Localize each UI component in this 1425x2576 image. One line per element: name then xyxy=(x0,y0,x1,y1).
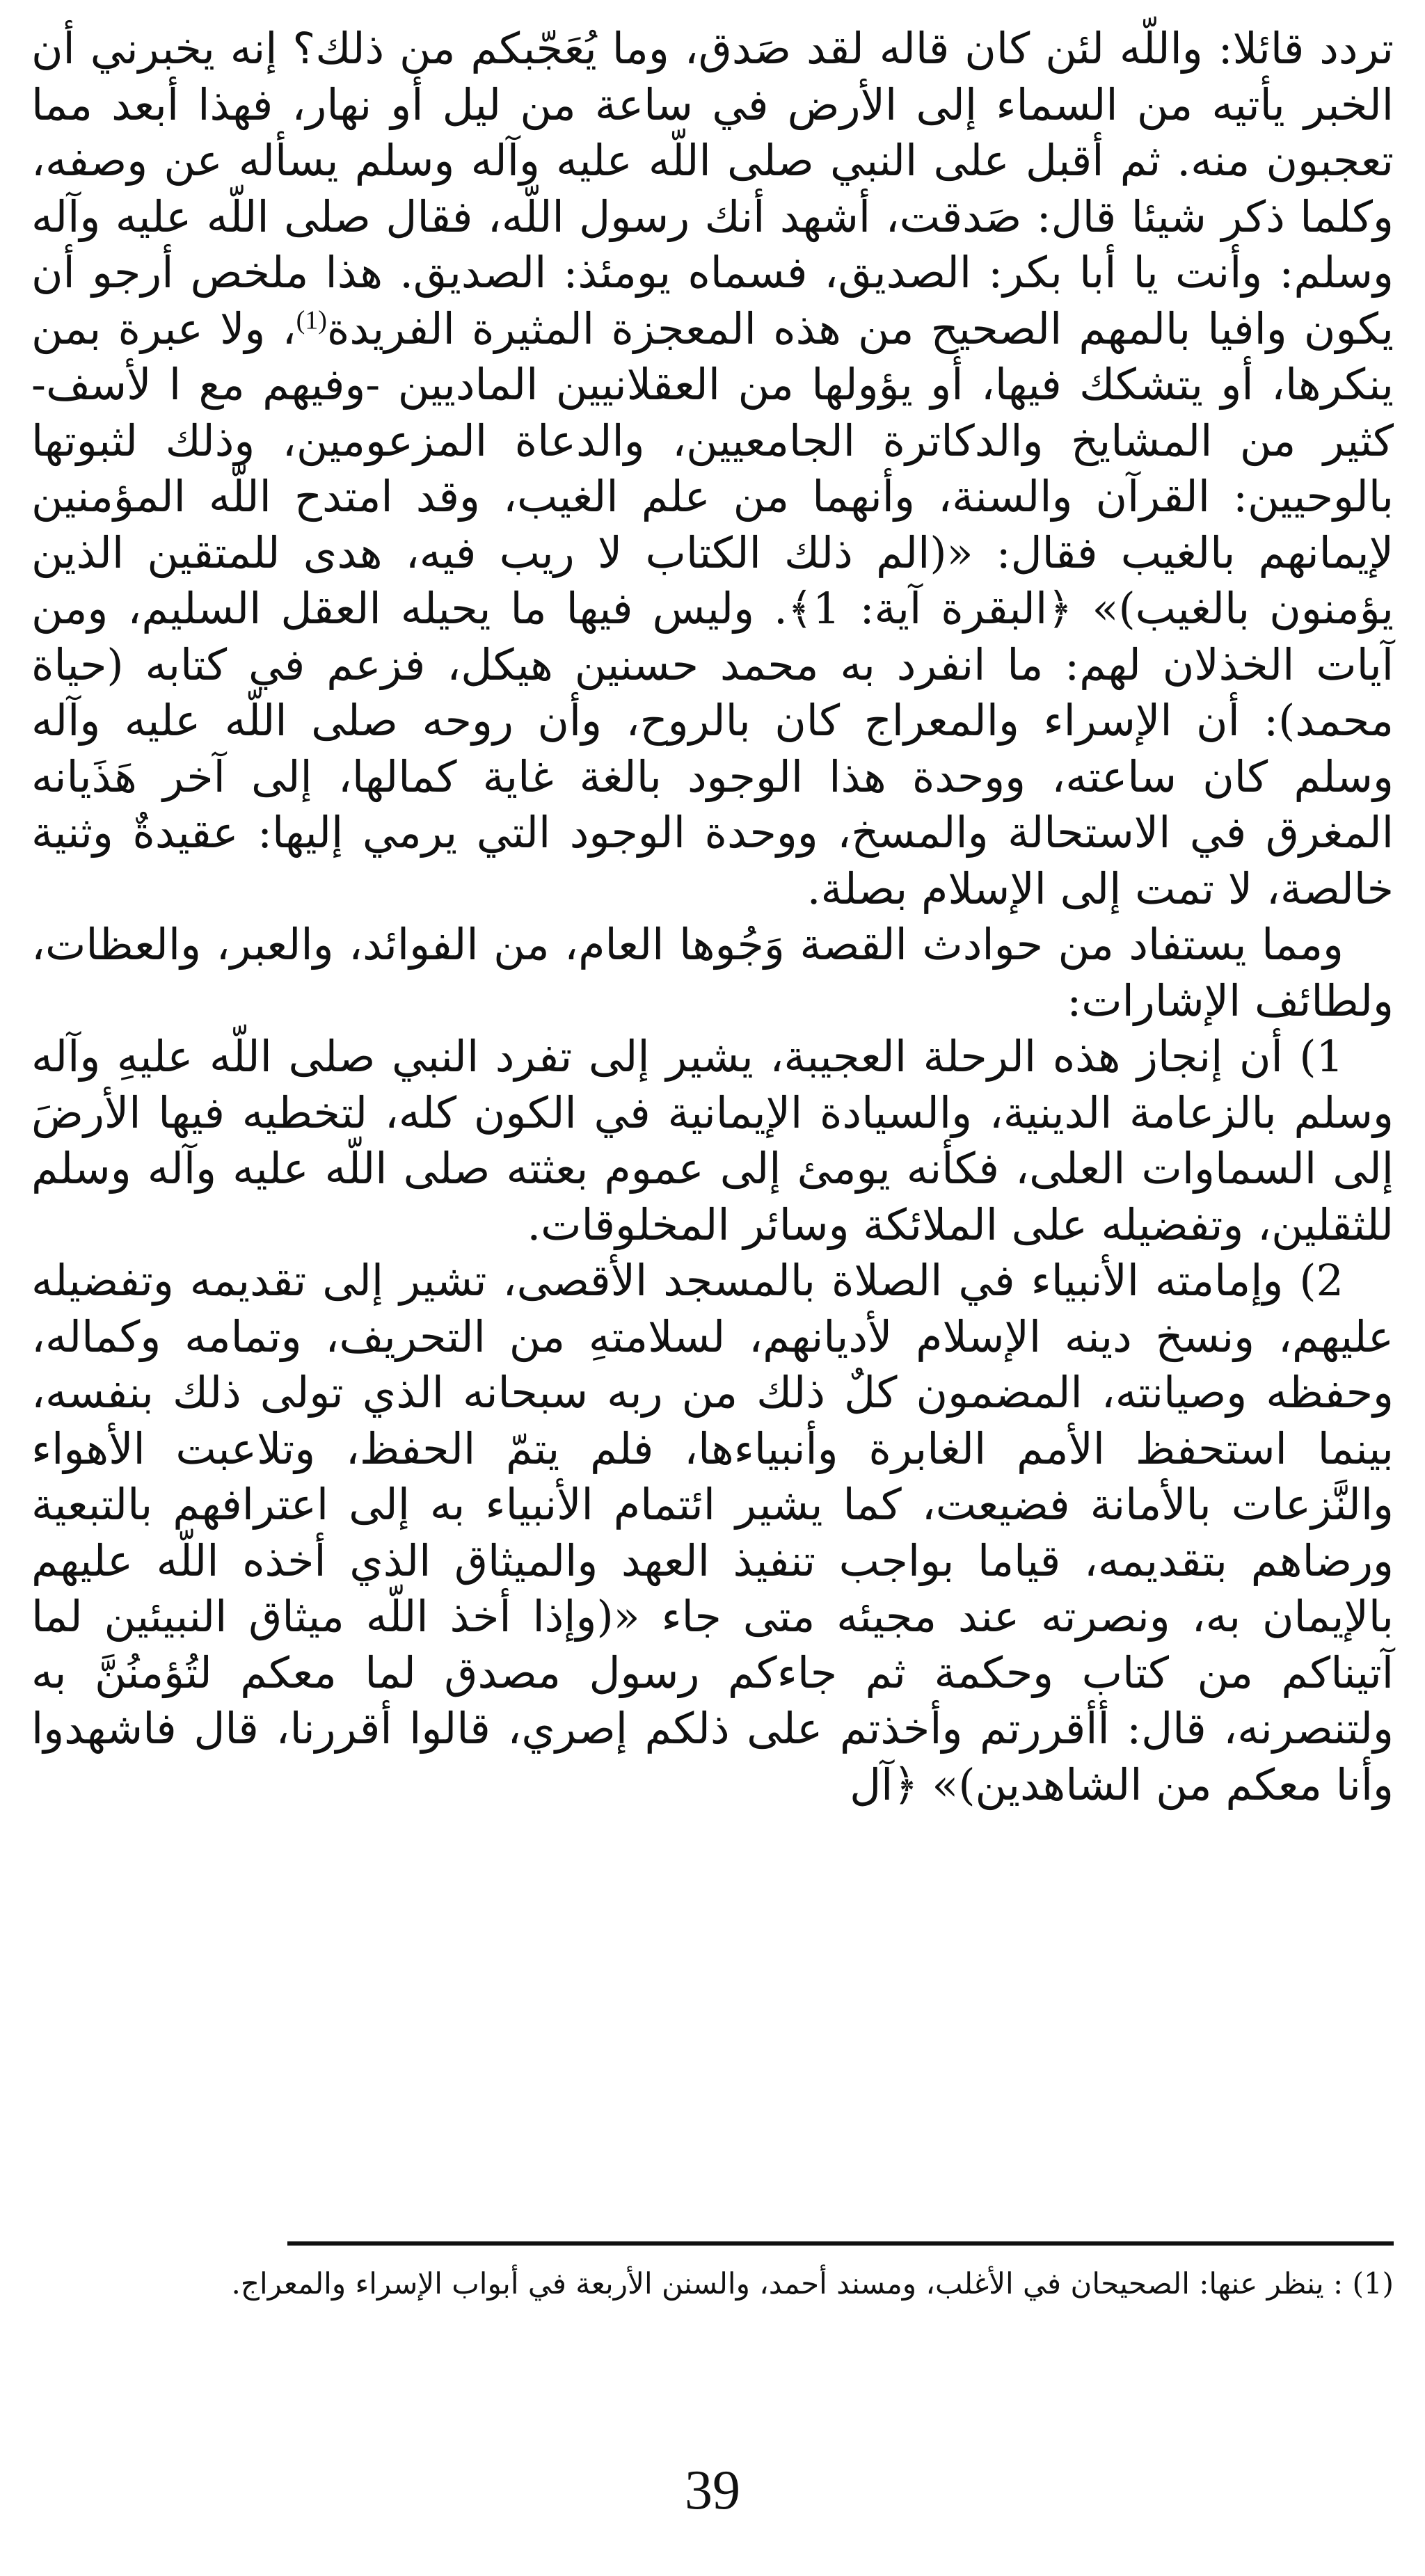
footnote-divider xyxy=(287,2241,1394,2246)
paragraph-1-text: تردد قائلا: واللّه لئن كان قاله لقد صَدق، وما يُعَجّبكم من ذلك؟ إنه يخبرني أن الخبر يأتيه من السماء إلى الأرض في ساعة من ليل أو نهار، فهذا أبعد مما تعجبون منه. ثم أقبل على النبي صلى اللّه عليه وآله وسلم يسأله عن وصفه، وكلما ذكر شيئا قال: صَدقت، أشهد أنك رسول اللّه، فقال صلى اللّه عليه وآله وسلم: وأنت يا أبا بكر: الصديق، فسماه يومئذ: الصديق. هذا ملخص أرجو أن يكون وافيا بالمهم الصحيح من هذه المعجزة المثيرة الفريدة xyxy=(31,23,1394,354)
list-item-1: 1) أن إنجاز هذه الرحلة العجيبة، يشير إلى تفرد النبي صلى اللّه عليهِ وآله وسلم بالزعامة الدينية، والسيادة الإيمانية في الكون كله، لتخطيه فيها الأرضَ إلى السماوات العلى، فكأنه يومئ إلى عموم بعثته صلى اللّه عليه وآله وسلم للثقلين، وتفضيله على الملائكة وسائر المخلوقات. xyxy=(31,1031,1394,1250)
paragraph-1-continued: ، ولا عبرة بمن ينكرها، أو يتشكك فيها، أو يؤولها من العقلانيين الماديين -وفيهم مع ا لأسف- كثير من المشايخ والدكاترة الجامعيين، والدعاة المزعومين، وذلك لثبوتها بالوحيين: القرآن والسنة، وأنهما من علم الغيب، وقد امتدح اللّه المؤمنين لإيمانهم بالغيب فقال: «(الم ذلك الكتاب لا ريب فيه، هدى للمتقين الذين يؤمنون بالغيب)» ﴿البقرة آية: 1﴾. وليس فيها ما يحيله العقل السليم، ومن آيات الخذلان لهم: ما انفرد به محمد حسنين هيكل، فزعم في كتابه (حياة محمد): أن الإسراء والمعراج كان بالروح، وأن روحه صلى اللّه عليه وآله وسلم كان ساعته، ووحدة هذا الوجود بالغة غاية كمالها، إلى آخر هَذَيانه المغرق في الاستحالة والمسخ، ووحدة الوجود التي يرمي إليها: عقيدةٌ وثنية خالصة، لا تمت إلى الإسلام بصلة. xyxy=(31,303,1394,914)
page-number: 39 xyxy=(685,2460,740,2521)
paragraph-2: ومما يستفاد من حوادث القصة وَجُوها العام، من الفوائد، والعبر، والعظات، ولطائف الإشارات: xyxy=(31,919,1394,1026)
footnote-marker[interactable]: (1) xyxy=(296,305,327,335)
paragraph-1 xyxy=(31,21,1394,917)
list-item-2: 2) وإمامته الأنبياء في الصلاة بالمسجد الأقصى، تشير إلى تقديمه وتفضيله عليهم، ونسخ دينه الإسلام لأديانهم، لسلامتهِ من التحريف، وتمامه وكماله، وحفظه وصيانته، المضمون كلٌ ذلك من ربه سبحانه الذي تولى ذلك بنفسه، بينما استحفظ الأمم الغابرة وأنبياءها، فلم يتمّ الحفظ، وتلاعبت الأهواء والنَّزعات بالأمانة فضيعت، كما يشير ائتمام الأنبياء به إلى اعترافهم بالتبعية ورضاهم بتقديمه، قياما بواجب تنفيذ العهد والميثاق الذي أخذه اللّه عليهم بالإيمان به، ونصرته عند مجيئه متى جاء «(وإذا أخذ اللّه ميثاق النبيئين لما آتيناكم من كتاب وحكمة ثم جاءكم رسول مصدق لما معكم لتُؤمنُنَّ به ولتنصرنه، قال: أأقررتم وأخذتم على ذلكم إصري، قالوا أقررنا، قال فاشهدوا وأنا معكم من الشاهدين)» ﴿آل xyxy=(31,1255,1394,1810)
main-text xyxy=(31,21,1394,1813)
footnote: (1) : ينظر عنها: الصحيحان في الأغلب، ومسند أحمد، والسنن الأربعة في أبواب الإسراء والمعراج. xyxy=(231,2266,1394,2301)
